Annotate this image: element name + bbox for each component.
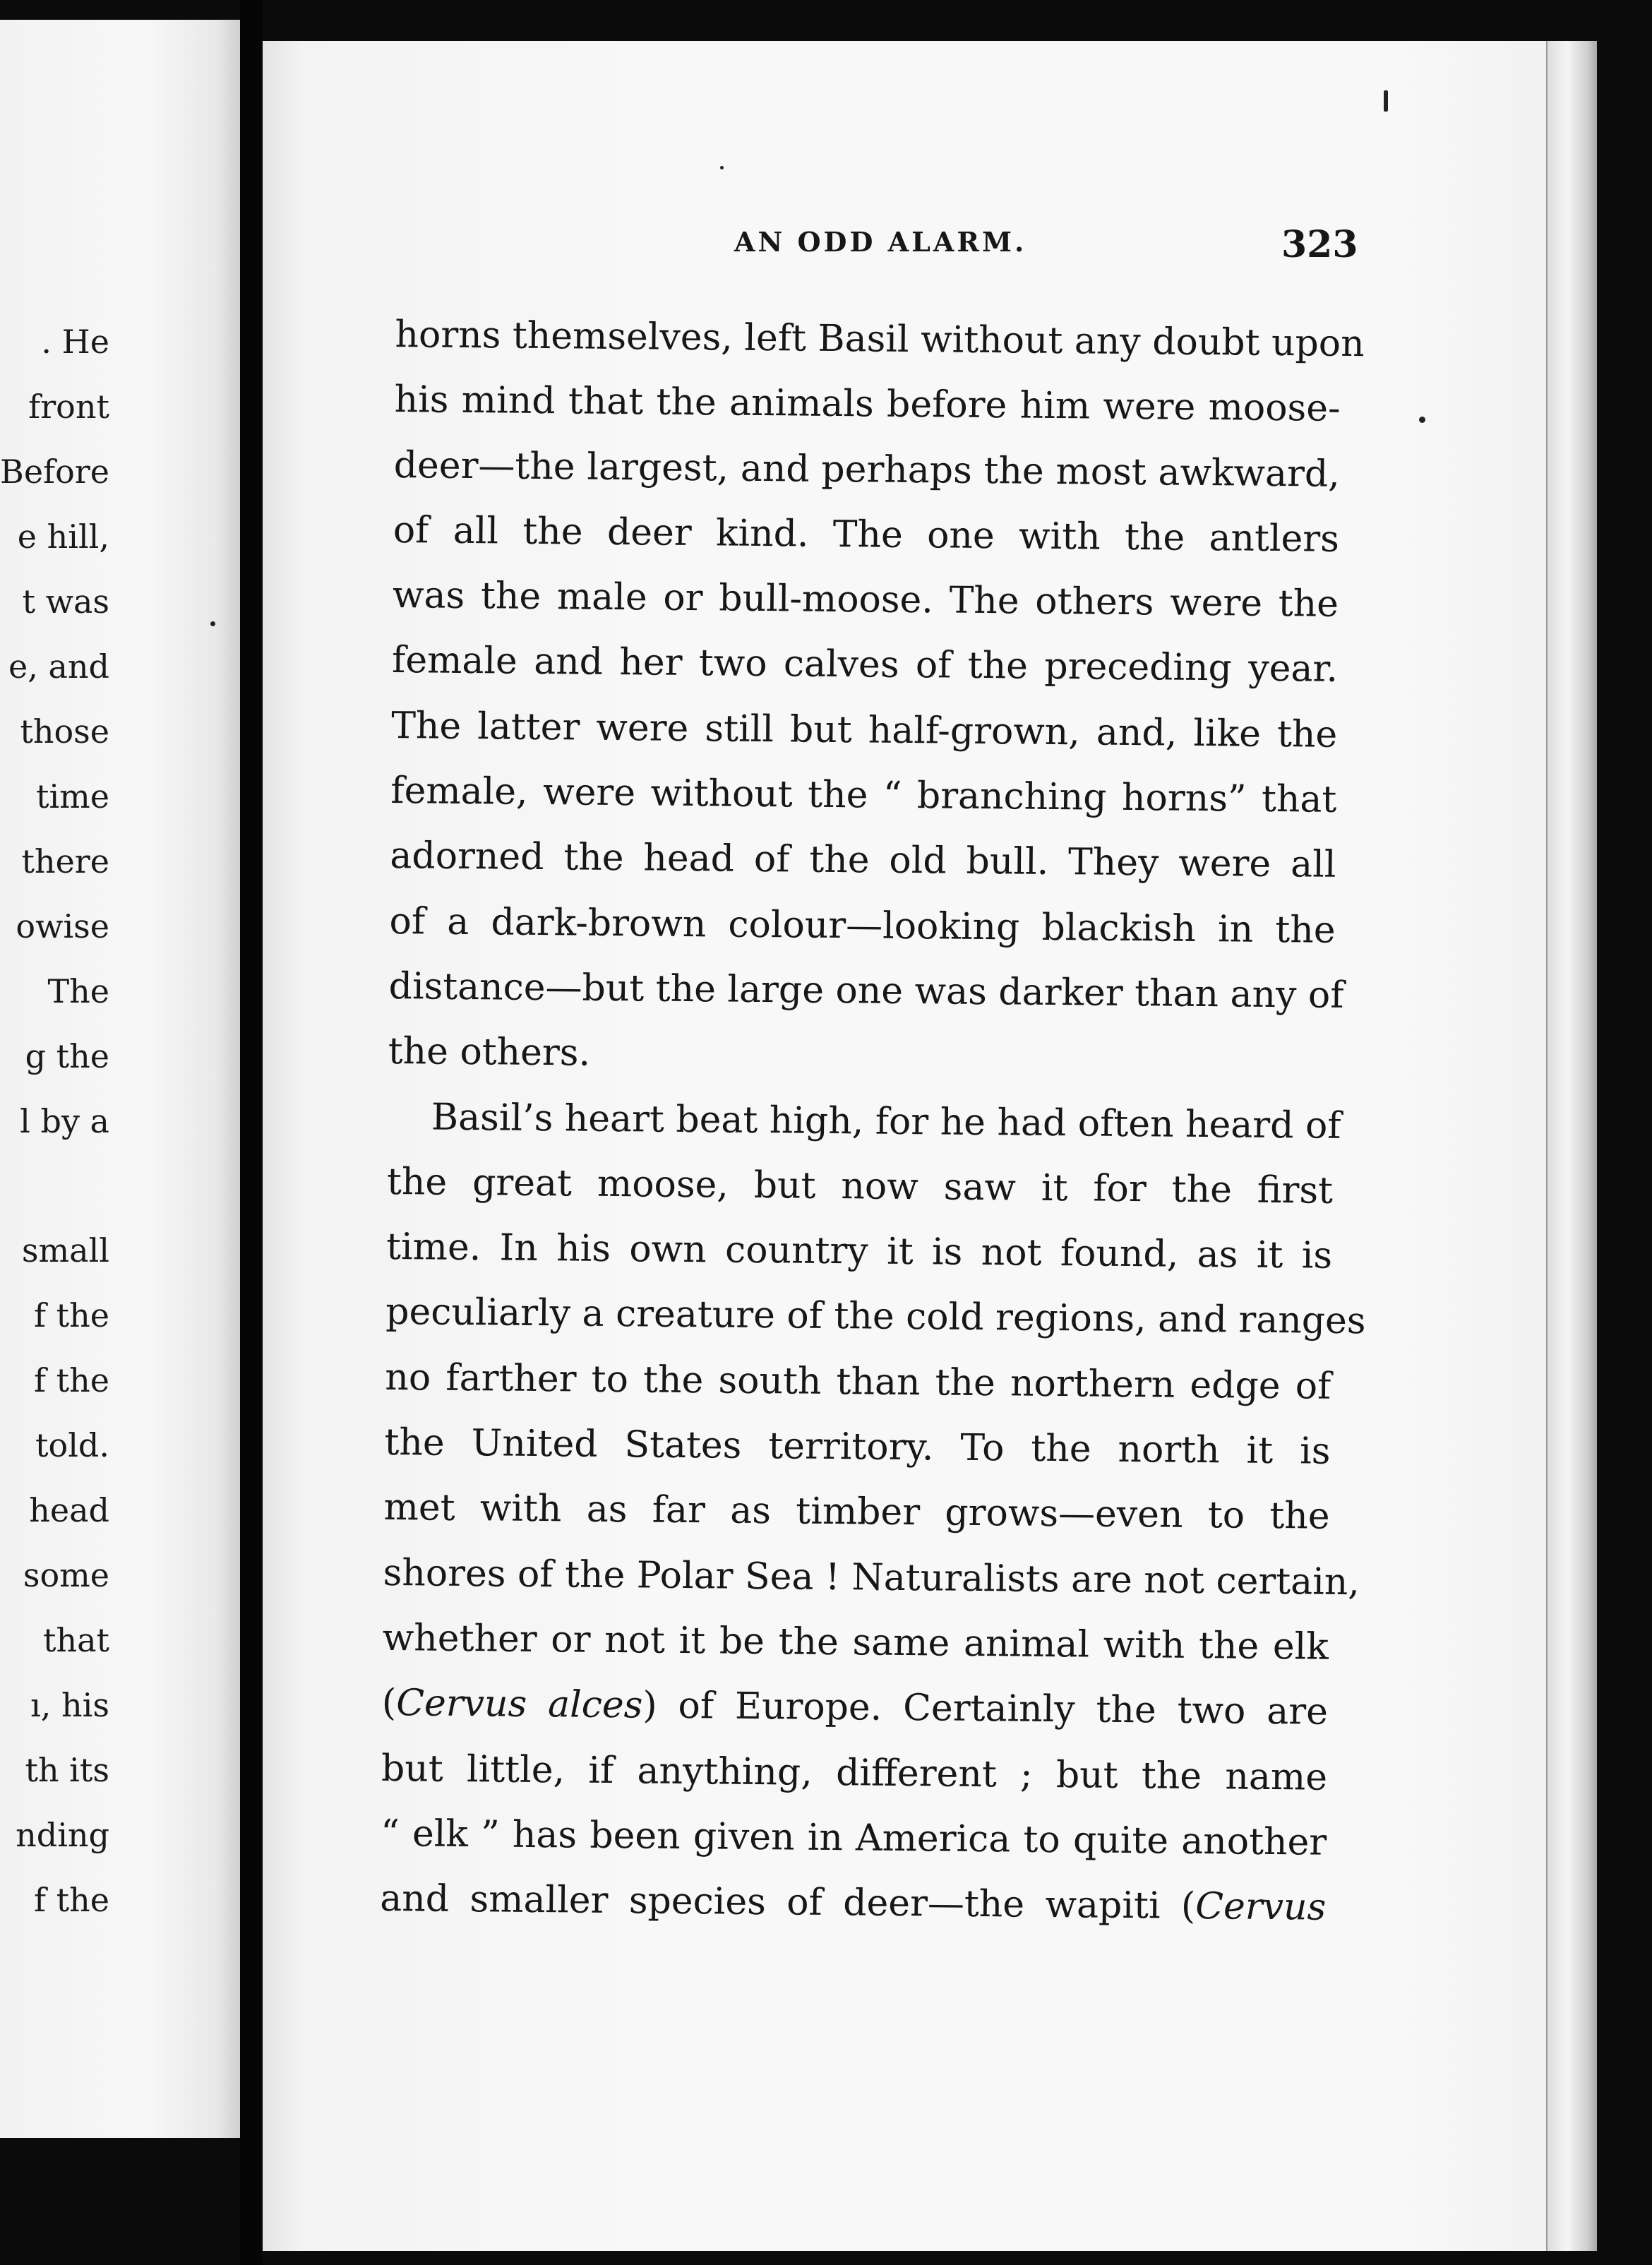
paper-speck bbox=[1419, 417, 1425, 423]
paper-speck bbox=[720, 166, 724, 169]
left-page-line: t was bbox=[22, 582, 109, 621]
left-page-line: f the bbox=[34, 1361, 109, 1399]
left-page-line: ı, his bbox=[30, 1686, 109, 1724]
text-line: and smaller species of deer—the wapiti (Cervus bbox=[380, 1877, 1327, 1929]
text-line: distance—but the large one was darker than any of bbox=[388, 964, 1344, 1017]
left-page-line: that bbox=[42, 1621, 109, 1659]
left-page-line: The bbox=[47, 972, 109, 1010]
left-page-line: th its bbox=[25, 1751, 109, 1789]
left-page-line: owise bbox=[16, 907, 109, 945]
text-line: deer—the largest, and perhaps the most awkward, bbox=[393, 443, 1341, 496]
text-line: female and her two calves of the preceding year. bbox=[391, 639, 1339, 691]
left-page-line: time bbox=[35, 777, 109, 815]
left-page-line: g the bbox=[25, 1037, 109, 1075]
left-page-line: head bbox=[29, 1491, 109, 1529]
text-line: of all the deer kind. The one with the antlers bbox=[393, 508, 1340, 561]
text-line: met with as far as timber grows—even to the bbox=[383, 1486, 1330, 1538]
text-line: no farther to the south than the northern edge of bbox=[385, 1356, 1331, 1408]
text-line: peculiarly a creature of the cold regions, and ranges bbox=[385, 1291, 1366, 1343]
left-page-line: f the bbox=[34, 1296, 109, 1334]
paper-speck bbox=[1384, 90, 1388, 112]
text-line: the great moose, but now saw it for the first bbox=[386, 1160, 1334, 1212]
text-line: horns themselves, left Basil without any doubt upon bbox=[395, 313, 1365, 366]
text-line: but little, if anything, different ; but the name bbox=[381, 1747, 1328, 1799]
text-line: “ elk ” has been given in America to quite another bbox=[380, 1812, 1327, 1864]
left-page-line: Before bbox=[0, 453, 109, 491]
left-page-line: nding bbox=[16, 1816, 109, 1854]
left-page-line: e, and bbox=[8, 647, 109, 686]
text-line: was the male or bull-moose. The others were the bbox=[392, 574, 1339, 626]
text-line: of a dark-brown colour—looking blackish in the bbox=[389, 900, 1336, 952]
page-number: 323 bbox=[1281, 223, 1358, 266]
text-line: time. In his own country it is not found, as it is bbox=[385, 1226, 1333, 1277]
left-page-line: those bbox=[20, 712, 109, 751]
left-page-line: f the bbox=[34, 1881, 109, 1919]
page-edge bbox=[1546, 41, 1597, 2251]
left-page-line: small bbox=[21, 1231, 109, 1269]
left-page-line: . He bbox=[41, 323, 109, 361]
text-line: (Cervus alces) of Europe. Certainly the two are bbox=[381, 1682, 1329, 1734]
text-line: Basil’s heart beat high, for he had often heard of bbox=[431, 1096, 1341, 1147]
left-page bbox=[0, 20, 240, 2138]
left-page-line: there bbox=[21, 842, 109, 880]
text-line: adorned the head of the old bull. They were all bbox=[390, 835, 1336, 887]
left-page-line: front bbox=[28, 388, 109, 426]
text-line: the United States territory. To the north it is bbox=[384, 1421, 1331, 1473]
text-line: The latter were still but half-grown, and, like the bbox=[390, 704, 1338, 756]
text-line: female, were without the “ branching horns” that bbox=[390, 770, 1337, 821]
body-text bbox=[380, 302, 1366, 1940]
text-line: the others. bbox=[388, 1030, 591, 1075]
paper-speck bbox=[210, 621, 215, 626]
left-page-line: some bbox=[23, 1556, 109, 1594]
text-line: his mind that the animals before him were moose- bbox=[394, 378, 1341, 431]
left-page-line: l by a bbox=[20, 1102, 109, 1140]
left-page-line: e hill, bbox=[17, 518, 109, 556]
book-gutter bbox=[240, 0, 263, 2265]
text-line: whether or not it be the same animal with the elk bbox=[382, 1616, 1329, 1668]
running-head: AN ODD ALARM. bbox=[734, 226, 1027, 258]
left-page-line: told. bbox=[35, 1426, 109, 1464]
text-line: shores of the Polar Sea ! Naturalists are not certain, bbox=[383, 1551, 1360, 1603]
